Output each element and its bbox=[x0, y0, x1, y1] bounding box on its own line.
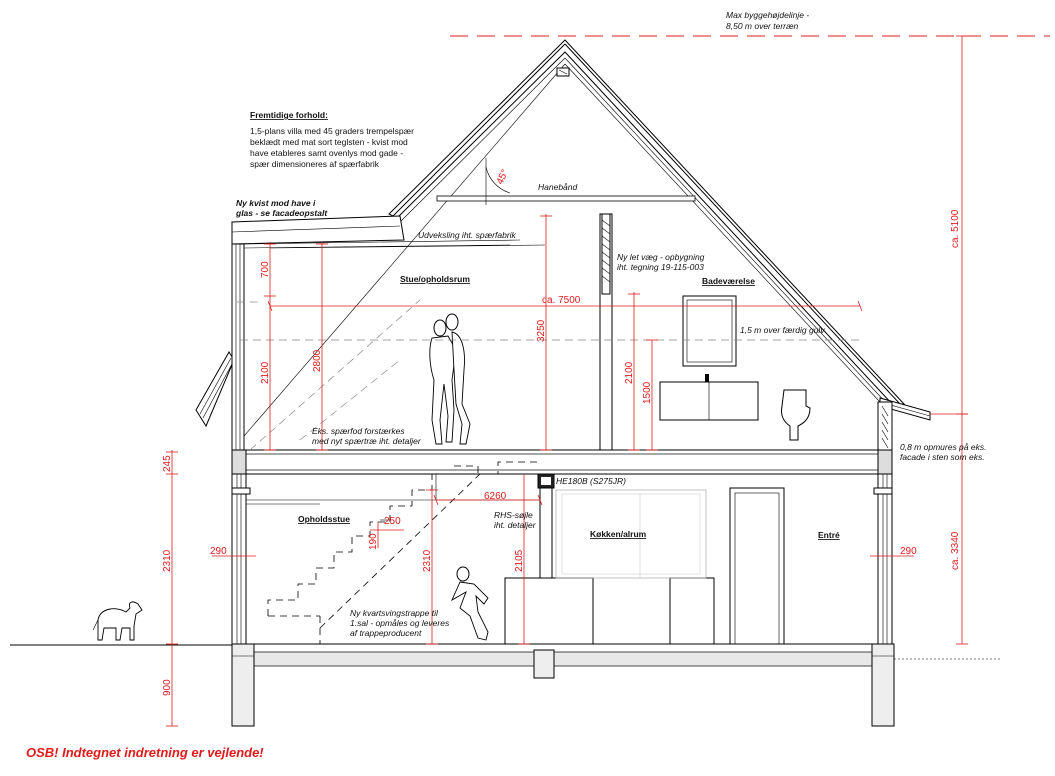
masonry-line-1: 0,8 m opmures på eks. bbox=[900, 442, 987, 452]
beam-label: HE180B (S275JR) bbox=[556, 476, 626, 486]
room-entrance: Entré bbox=[818, 530, 840, 540]
floor-slab bbox=[232, 450, 892, 474]
trimmer-label: Udveksling iht. spærfabrik bbox=[418, 230, 516, 240]
dim-7500: ca. 7500 bbox=[542, 295, 581, 306]
dim-700: 700 bbox=[260, 261, 271, 278]
dim-2105: 2105 bbox=[514, 549, 525, 572]
rafter-line-1: Eks. spærfod forstærkes bbox=[312, 426, 405, 436]
room-bathroom: Badeværelse bbox=[702, 276, 755, 286]
room-kitchen: Køkken/alrum bbox=[590, 529, 647, 539]
dim-2100-b: 2100 bbox=[624, 361, 635, 384]
dog-icon bbox=[93, 602, 142, 640]
stairs-line-2: 1.sal - opmåles og leveres bbox=[350, 618, 450, 628]
steel-column bbox=[538, 474, 554, 578]
roof bbox=[232, 40, 930, 450]
dormer-line-1: Ny kvist mod have i bbox=[236, 198, 316, 208]
column-line-1: RHS-søjle bbox=[494, 510, 533, 520]
dim-290-b: 290 bbox=[900, 546, 917, 557]
dim-5100: ca. 5100 bbox=[950, 209, 961, 248]
dim-245: 245 bbox=[162, 455, 173, 472]
new-wall-line-1: Ny let væg - opbygning bbox=[617, 252, 705, 262]
future-line-1: 1,5-plans villa med 45 graders trempelspær bbox=[250, 126, 414, 136]
future-line-2: beklædt med mat sort teglsten - kvist mod bbox=[250, 137, 408, 147]
stairs-line-1: Ny kvartsvingstrappe til bbox=[350, 608, 438, 618]
dim-2800: 2800 bbox=[312, 349, 323, 372]
dormer-line-2: glas - se facadeopstalt bbox=[236, 208, 328, 218]
floor-level-label: 1,5 m over færdig gulv bbox=[740, 325, 825, 335]
dim-6260: 6260 bbox=[484, 491, 507, 502]
foundation bbox=[232, 644, 894, 726]
collar-tie bbox=[437, 196, 695, 201]
dim-2310-a: 2310 bbox=[162, 549, 173, 572]
disclaimer: OSB! Indtegnet indretning er vejlende! bbox=[26, 745, 264, 760]
faucet-icon bbox=[705, 374, 709, 382]
people-icon bbox=[430, 314, 470, 444]
angle-label: 45° bbox=[494, 167, 512, 187]
dim-1500: 1500 bbox=[642, 381, 653, 404]
bathroom-fixtures bbox=[660, 296, 810, 440]
future-line-4: spær dimensioneres af spærfabrik bbox=[250, 159, 379, 169]
future-line-3: have etableres samt ovenlys mod gade - bbox=[250, 148, 404, 158]
dim-190: 190 bbox=[368, 533, 379, 550]
room-living-lower: Opholdsstue bbox=[298, 514, 350, 524]
room-living-upper: Stue/opholdsrum bbox=[400, 274, 470, 284]
stairs-line-3: af trappeproducent bbox=[350, 628, 422, 638]
column-line-2: iht. detaljer bbox=[494, 520, 536, 530]
entrance-door bbox=[730, 488, 784, 644]
dim-2100-a: 2100 bbox=[260, 361, 271, 384]
dim-2310-b: 2310 bbox=[422, 549, 433, 572]
kitchen-furniture bbox=[505, 490, 714, 644]
masonry-line-2: facade i sten som eks. bbox=[900, 452, 985, 462]
child-icon bbox=[452, 567, 488, 640]
max-height-label-1: Max byggehøjdelinje - bbox=[726, 10, 810, 20]
dim-3250: 3250 bbox=[536, 319, 547, 342]
dim-290-a: 290 bbox=[210, 546, 227, 557]
dim-3340: ca. 3340 bbox=[950, 531, 961, 570]
toilet-icon bbox=[781, 390, 810, 440]
collar-tie-label: Hanebånd bbox=[538, 182, 578, 192]
dormer bbox=[196, 216, 545, 426]
new-wall-line-2: iht. tegning 19-115-003 bbox=[617, 262, 704, 272]
dim-250: 250 bbox=[384, 516, 401, 527]
dim-900: 900 bbox=[162, 679, 173, 696]
future-title: Fremtidige forhold: bbox=[250, 110, 328, 120]
max-height-label-2: 8,50 m over terræn bbox=[726, 21, 799, 31]
rafter-line-2: med nyt spærtræ iht. detaljer bbox=[312, 436, 421, 446]
mirror-icon bbox=[683, 296, 736, 366]
